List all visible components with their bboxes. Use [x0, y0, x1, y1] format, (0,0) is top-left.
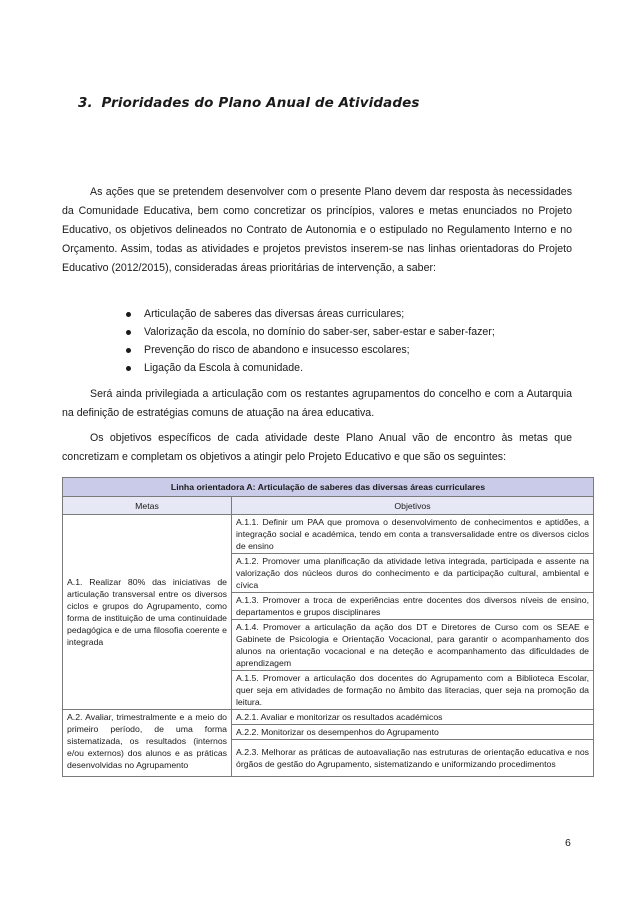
- table-header-row: [63, 497, 594, 515]
- bullet-icon: [126, 330, 131, 335]
- intro-paragraph: As ações que se pretendem desenvolver com o presente Plano devem dar resposta às necessidades da Comunidade Educativa, bem como concretizar os princípios, valores e metas enunciados no Projeto Educativo, os objetivos delineados no Contrato de Autonomia e o estipulado no Regulamento Interno e no Orçamento. Assim, todas as atividades e projetos previstos inserem-se nas linhas orientadoras do Projeto Educativo (2012/2015), consideradas áreas prioritárias de intervenção, a saber:: [62, 186, 572, 274]
- column-header-metas: Metas: [63, 497, 232, 515]
- list-item-label: Articulação de saberes das diversas áreas curriculares;: [144, 308, 405, 320]
- objective-a21-cell: A.2.1. Avaliar e monitorizar os resultados académicos: [232, 710, 594, 725]
- list-item-label: Ligação da Escola à comunidade.: [144, 362, 304, 374]
- list-item-label: Valorização da escola, no domínio do saber-ser, saber-estar e saber-fazer;: [144, 326, 495, 338]
- list-item: [104, 305, 495, 323]
- objectives-table: [62, 477, 594, 777]
- objective-a23-cell: A.2.3. Melhorar as práticas de autoavaliação nas estruturas de orientação educativa e nos órgãos de gestão do Agrupamento, sistematizando e uniformizando procedimentos: [232, 740, 594, 777]
- table-band-row: [63, 478, 594, 497]
- column-header-objetivos: Objetivos: [232, 497, 594, 515]
- objective-a11-cell: A.1.1. Definir um PAA que promova o desenvolvimento de conhecimentos e aptidões, a integração social e académica, tendo em conta a transversalidade entre os diversos ciclos de ensino: [232, 515, 594, 554]
- objective-a14-cell: A.1.4. Promover a articulação da ação dos DT e Diretores de Curso com os SEAE e Gabinete de Psicologia e Orientação Vocacional, para garantir o acompanhamento dos alunos na orientação vocacional e na deteção e acompanhamento das dificuldades de aprendizagem: [232, 620, 594, 671]
- articulation-paragraph: Será ainda privilegiada a articulação com os restantes agrupamentos do concelho e com a Autarquia na definição de estratégias comuns de atuação na área educativa.: [62, 388, 572, 419]
- bullet-icon: [126, 366, 131, 371]
- bullet-icon: [126, 348, 131, 353]
- section-number: 3.: [78, 95, 93, 111]
- list-item: [104, 359, 495, 377]
- guideline-band: Linha orientadora A: Articulação de saberes das diversas áreas curriculares: [63, 478, 594, 497]
- section-heading: [78, 95, 424, 111]
- objectives-paragraph: Os objetivos específicos de cada atividade deste Plano Anual vão de encontro às metas que concretizam e completam os objetivos a atingir pelo Projeto Educativo e que são os seguintes:: [62, 432, 572, 463]
- list-item: [104, 323, 495, 341]
- objective-a13-cell: A.1.3. Promover a troca de experiências entre docentes dos diversos níveis de ensino, departamentos e grupos disciplinares: [232, 593, 594, 620]
- objective-a12-cell: A.1.2. Promover uma planificação da atividade letiva integrada, participada e assente na valorização dos núcleos duros do conhecimento e da participação cultural, ambiental e cívica: [232, 554, 594, 593]
- objective-a22-cell: A.2.2. Monitorizar os desempenhos do Agrupamento: [232, 725, 594, 740]
- table-row: [63, 710, 594, 725]
- list-item-label: Prevenção do risco de abandono e insucesso escolares;: [144, 344, 410, 356]
- page-number: 6: [565, 837, 571, 849]
- meta-a1-cell: A.1. Realizar 80% das iniciativas de articulação transversal entre os diversos ciclos e grupos do Agrupamento, como forma de instituição de uma continuidade pedagógica e de uma filosofia coerente e integrada: [63, 515, 232, 710]
- section-title: Prioridades do Plano Anual de Atividades: [101, 95, 420, 111]
- priorities-list: [104, 305, 495, 377]
- objective-a15-cell: A.1.5. Promover a articulação dos docentes do Agrupamento com a Biblioteca Escolar, quer seja em atividades de formação no âmbito das literacias, quer seja na promoção da leitura.: [232, 671, 594, 710]
- bullet-icon: [126, 312, 131, 317]
- meta-a2-cell: A.2. Avaliar, trimestralmente e a meio do primeiro período, de uma forma sistematizada, os resultados (internos e/ou externos) dos alunos e as práticas desenvolvidas no Agrupamento: [63, 710, 232, 777]
- table-row: [63, 515, 594, 554]
- list-item: [104, 341, 495, 359]
